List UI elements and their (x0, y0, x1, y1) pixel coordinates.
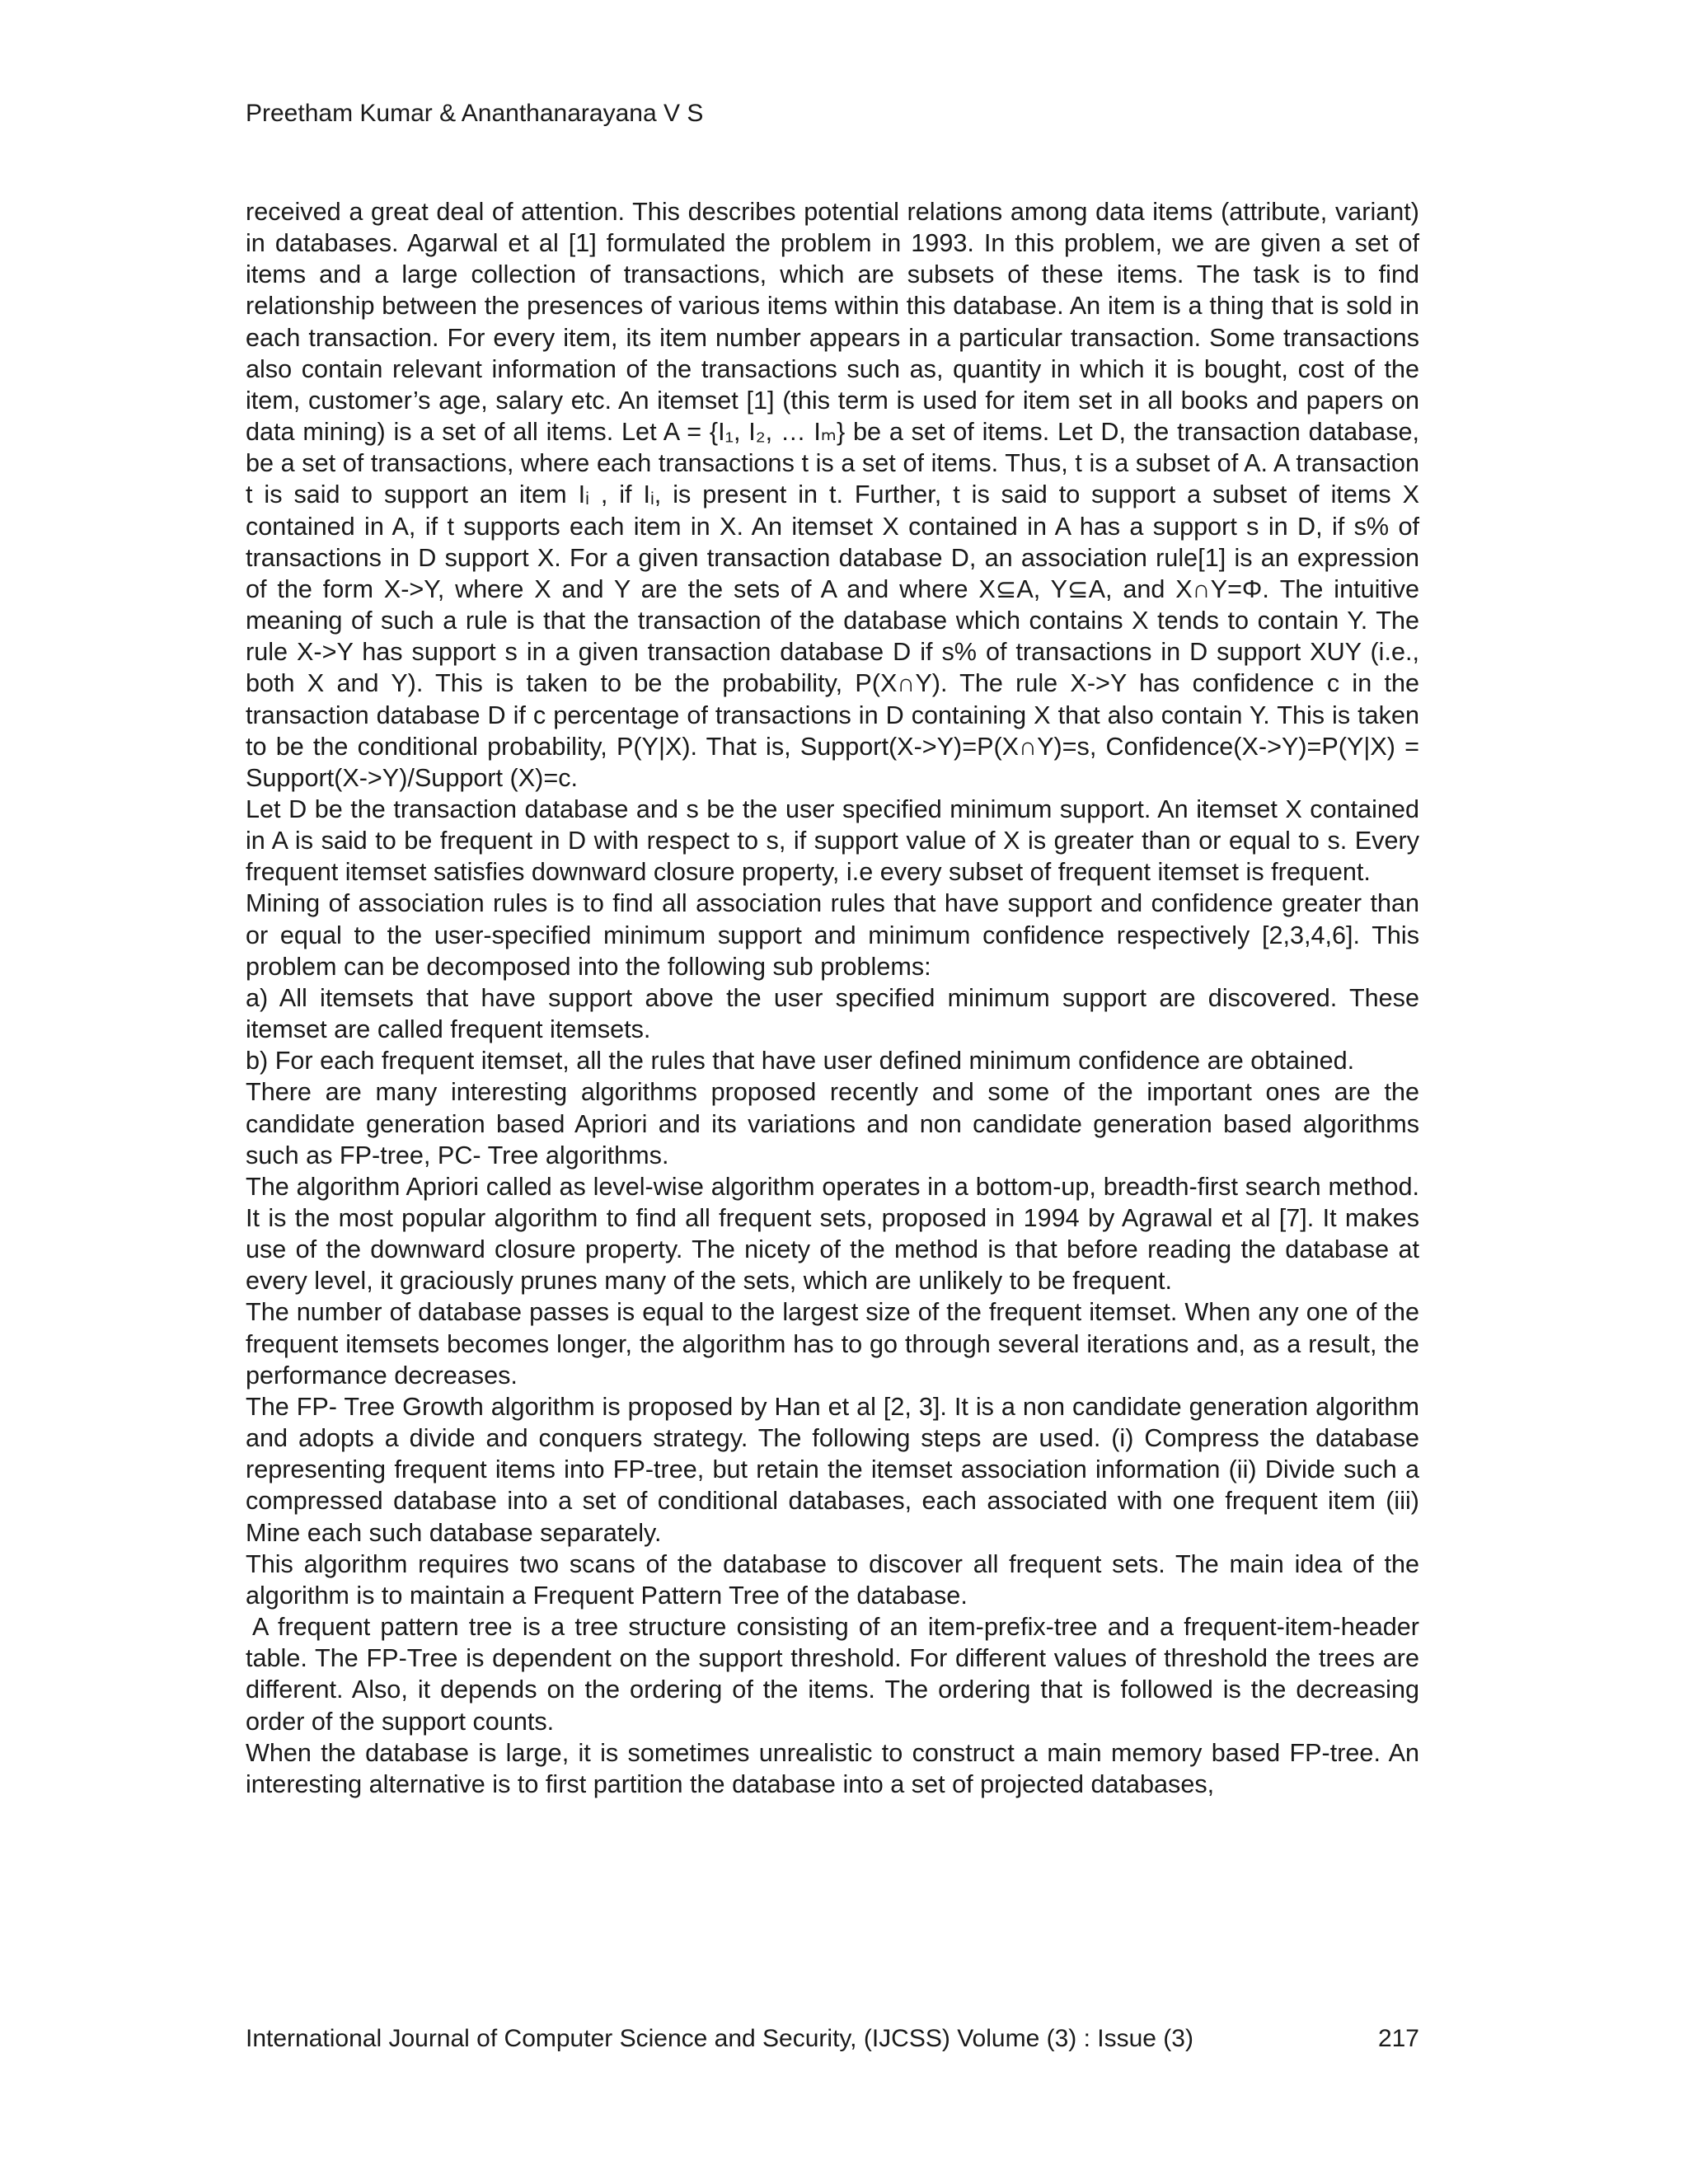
paragraph: The algorithm Apriori called as level-wise algorithm operates in a bottom-up, breadth-first search method. It is the most popular algorithm to find all frequent sets, proposed in 1994 by Agrawal et al [7]. It makes use of the downward closure property. The nicety of the method is that before reading the database at every level, it graciously prunes many of the sets, which are unlikely to be frequent. (246, 1172, 1419, 1296)
page-footer (246, 2024, 1419, 2054)
page-number: 217 (1377, 2025, 1419, 2052)
running-header: Preetham Kumar & Ananthanarayana V S (246, 100, 704, 127)
paragraph: Let D be the transaction database and s be the user specified minimum support. An itemset X contained in A is said to be frequent in D with respect to s, if support value of X is greater than or equal to s. Every frequent itemset satisfies downward closure property, i.e every subset of frequent itemset is frequent. (246, 794, 1419, 887)
body-text (246, 196, 1419, 1800)
paragraph: received a great deal of attention. This describes potential relations among data items (attribute, variant) in databases. Agarwal et al [1] formulated the problem in 1993. In this problem, we are given a set of items and a large collection of transactions, which are subsets of these items. The task is to find relationship between the presences of various items within this database. An item is a thing that is sold in each transaction. For every item, its item number appears in a particular transaction. Some transactions also contain relevant information of the transactions such as, quantity in which it is bought, cost of the item, customer’s age, salary etc. An itemset [1] (this term is used for item set in all books and papers on data mining) is a set of all items. Let A = {I₁, I₂, … Iₘ} be a set of items. Let D, the transaction database, be a set of transactions, where each transactions t is a set of items. Thus, t is a subset of A. A transaction t is said to support an item Iᵢ , if Iᵢ, is present in t. Further, t is said to support a subset of items X contained in A, if t supports each item in X. An itemset X contained in A has a support s in D, if s% of transactions in D support X. For a given transaction database D, an association rule[1] is an expression of the form X->Y, where X and Y are the sets of A and where X⊆A, Y⊆A, and X∩Y=Φ. The intuitive meaning of such a rule is that the transaction of the database which contains X tends to contain Y. The rule X->Y has support s in a given transaction database D if s% of transactions in D support XUY (i.e., both X and Y). This is taken to be the probability, P(X∩Y). The rule X->Y has confidence c in the transaction database D if c percentage of transactions in D containing X that also contain Y. This is taken to be the conditional probability, P(Y|X). That is, Support(X->Y)=P(X∩Y)=s, Confidence(X->Y)=P(Y|X) = Support(X->Y)/Support (X)=c. (246, 198, 1419, 792)
paragraph: The number of database passes is equal to the largest size of the frequent itemset. When any one of the frequent itemsets becomes longer, the algorithm has to go through several iterations and, as a result, the performance decreases. (246, 1298, 1419, 1390)
paragraph: Mining of association rules is to find all association rules that have support and confidence greater than or equal to the user-specified minimum support and minimum confidence respectively [2,3,4,6]. This problem can be decomposed into the following sub problems: (246, 889, 1419, 981)
list-item: b) For each frequent itemset, all the rules that have user defined minimum confidence are obtained. (246, 1047, 1355, 1076)
list-item: a) All itemsets that have support above the user specified minimum support are discovered. These itemset are called frequent itemsets. (246, 983, 1419, 1044)
paragraph: The FP- Tree Growth algorithm is proposed by Han et al [2, 3]. It is a non candidate generation algorithm and adopts a divide and conquers strategy. The following steps are used. (i) Compress the database representing frequent items into FP-tree, but retain the itemset association information (ii) Divide such a compressed database into a set of conditional databases, each associated with one frequent item (iii) Mine each such database separately. (246, 1392, 1419, 1547)
paragraph: This algorithm requires two scans of the database to discover all frequent sets. The main idea of the algorithm is to maintain a Frequent Pattern Tree of the database. (246, 1549, 1419, 1610)
paragraph: When the database is large, it is sometimes unrealistic to construct a main memory based FP-tree. An interesting alternative is to first partition the database into a set of projected databases, (246, 1738, 1419, 1798)
paragraph: There are many interesting algorithms proposed recently and some of the important ones are the candidate generation based Apriori and its variations and non candidate generation based algorithms such as FP-tree, PC- Tree algorithms. (246, 1078, 1419, 1169)
paragraph: A frequent pattern tree is a tree structure consisting of an item-prefix-tree and a frequent-item-header table. The FP-Tree is dependent on the support threshold. For different values of threshold the trees are different. Also, it depends on the ordering of the items. The ordering that is followed is the decreasing order of the support counts. (246, 1613, 1419, 1736)
journal-citation: International Journal of Computer Science and Security, (IJCSS) Volume (3) : Issue (3) (246, 2025, 1193, 2052)
